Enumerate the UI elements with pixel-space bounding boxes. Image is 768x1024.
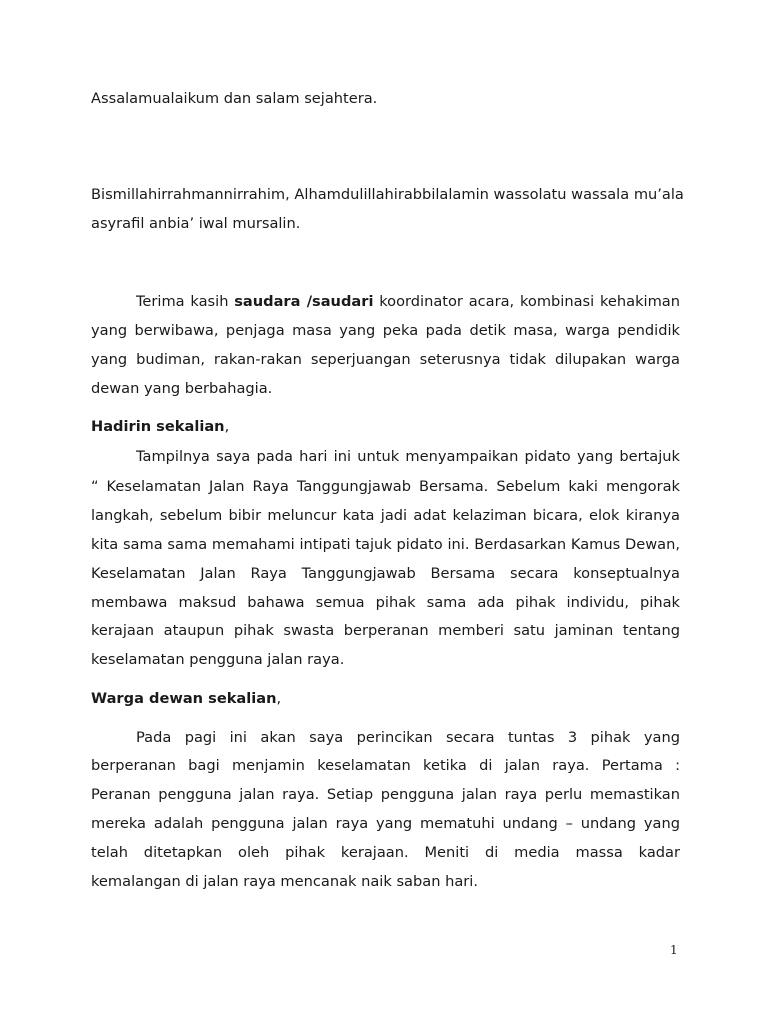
heading-warga-dewan-comma: , bbox=[276, 690, 282, 707]
paragraph-2-line-3: langkah, sebelum bibir meluncur kata jadi adat kelaziman bicara, elok kiranya bbox=[91, 507, 680, 524]
paragraph-2-line-5: Keselamatan Jalan Raya Tanggungjawab Bersama secara konseptualnya bbox=[91, 565, 680, 582]
paragraph-1-suffix: koordinator acara, kombinasi kehakiman bbox=[373, 293, 680, 310]
page-number: 1 bbox=[670, 943, 678, 957]
paragraph-1-line-3: yang budiman, rakan-rakan seperjuangan seterusnya tidak dilupakan warga bbox=[91, 351, 680, 368]
paragraph-1-line-4: dewan yang berbahagia. bbox=[91, 380, 273, 397]
paragraph-2-line-7: kerajaan ataupun pihak swasta berperanan memberi satu jaminan tentang bbox=[91, 622, 680, 639]
paragraph-1-line-2: yang berwibawa, penjaga masa yang peka pada detik masa, warga pendidik bbox=[91, 322, 680, 339]
paragraph-2-line-2: “ Keselamatan Jalan Raya Tanggungjawab Bersama. Sebelum kaki mengorak bbox=[91, 478, 680, 495]
paragraph-1-prefix: Terima kasih bbox=[136, 293, 235, 310]
paragraph-2-line-4: kita sama sama memahami intipati tajuk pidato ini. Berdasarkan Kamus Dewan, bbox=[91, 536, 680, 553]
paragraph-3-line-1: Pada pagi ini akan saya perincikan secara tuntas 3 pihak yang bbox=[136, 729, 680, 746]
paragraph-3-line-5: telah ditetapkan oleh pihak kerajaan. Meniti di media massa kadar bbox=[91, 844, 680, 861]
heading-hadirin bbox=[91, 418, 229, 435]
greeting-text: Assalamualaikum dan salam sejahtera. bbox=[91, 90, 378, 107]
opening-line-1: Bismillahirrahmannirrahim, Alhamdulillahirabbilalamin wassolatu wassala mu’ala bbox=[91, 186, 684, 203]
paragraph-3-line-3: Peranan pengguna jalan raya. Setiap pengguna jalan raya perlu memastikan bbox=[91, 786, 680, 803]
paragraph-2-line-6: membawa maksud bahawa semua pihak sama ada pihak individu, pihak bbox=[91, 594, 680, 611]
paragraph-2-line-8: keselamatan pengguna jalan raya. bbox=[91, 651, 345, 668]
heading-warga-dewan bbox=[91, 690, 281, 707]
heading-hadirin-bold: Hadirin sekalian bbox=[91, 418, 225, 435]
heading-warga-dewan-bold: Warga dewan sekalian bbox=[91, 690, 277, 707]
paragraph-3-line-4: mereka adalah pengguna jalan raya yang mematuhi undang – undang yang bbox=[91, 815, 680, 832]
paragraph-3-line-6: kemalangan di jalan raya mencanak naik saban hari. bbox=[91, 873, 478, 890]
paragraph-1-bold: saudara /saudari bbox=[234, 293, 374, 310]
heading-hadirin-comma: , bbox=[224, 418, 230, 435]
paragraph-2-line-1: Tampilnya saya pada hari ini untuk menyampaikan pidato yang bertajuk bbox=[136, 448, 680, 465]
paragraph-3-line-2: berperanan bagi menjamin keselamatan ketika di jalan raya. Pertama : bbox=[91, 757, 680, 774]
opening-line-2: asyrafil anbia’ iwal mursalin. bbox=[91, 215, 301, 232]
paragraph-1-line-1 bbox=[136, 293, 680, 310]
